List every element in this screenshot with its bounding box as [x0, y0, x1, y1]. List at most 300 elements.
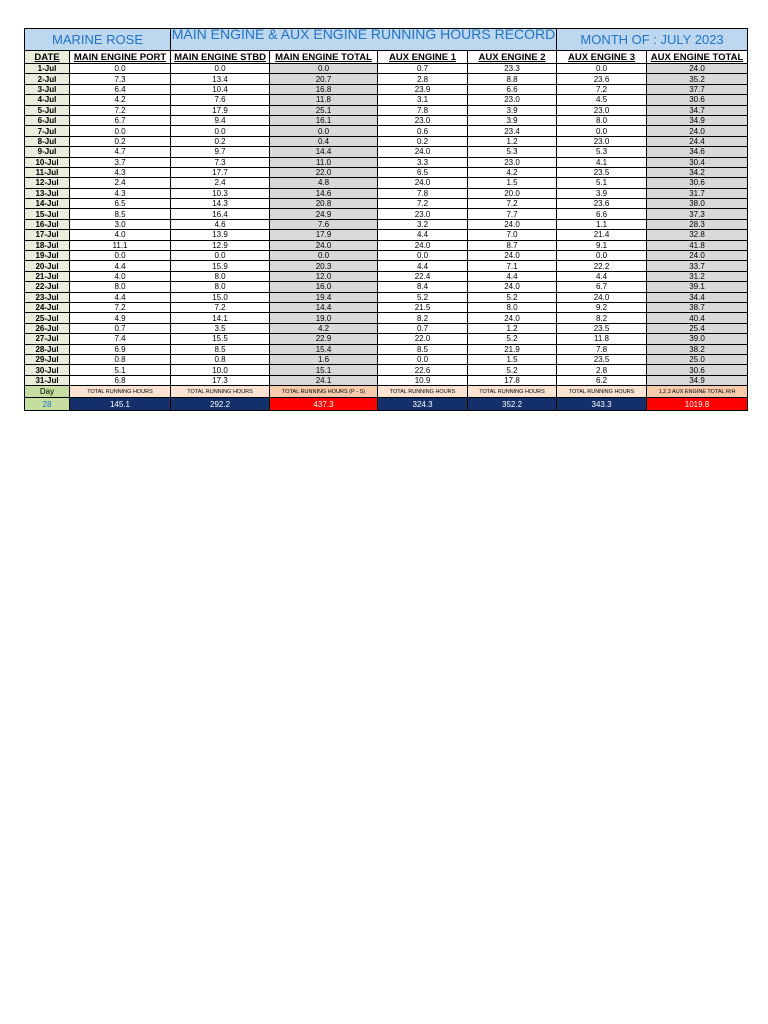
- main-total-cell: 17.9: [270, 230, 378, 240]
- aux-1-cell: 8.2: [378, 313, 468, 323]
- main-stbd-cell: 13.4: [171, 74, 270, 84]
- main-stbd-cell: 0.2: [171, 136, 270, 146]
- col-header-main-total: MAIN ENGINE TOTAL: [270, 51, 378, 64]
- table-row: [25, 313, 748, 323]
- main-total-cell: 11.0: [270, 157, 378, 167]
- main-port-cell: 4.2: [70, 95, 171, 105]
- main-total-cell: 4.8: [270, 178, 378, 188]
- aux-1-cell: 0.2: [378, 136, 468, 146]
- main-port-cell: 11.1: [70, 240, 171, 250]
- total-value: 352.2: [468, 398, 557, 411]
- aux-2-cell: 7.1: [468, 261, 557, 271]
- date-cell: 19-Jul: [25, 251, 70, 261]
- total-label: TOTAL RUNNING HOURS: [70, 386, 171, 398]
- main-port-cell: 6.4: [70, 84, 171, 94]
- aux-3-cell: 9.2: [557, 302, 647, 312]
- aux-2-cell: 7.2: [468, 199, 557, 209]
- aux-total-cell: 30.6: [647, 95, 748, 105]
- aux-1-cell: 7.8: [378, 105, 468, 115]
- aux-total-cell: 38.0: [647, 199, 748, 209]
- aux-3-cell: 0.0: [557, 64, 647, 74]
- main-port-cell: 0.2: [70, 136, 171, 146]
- aux-2-cell: 8.0: [468, 302, 557, 312]
- col-header-aux-3: AUX ENGINE 3: [557, 51, 647, 64]
- col-header-aux-total: AUX ENGINE TOTAL: [647, 51, 748, 64]
- main-stbd-cell: 7.6: [171, 95, 270, 105]
- month-label: MONTH OF : JULY 2023: [557, 29, 748, 51]
- aux-3-cell: 4.5: [557, 95, 647, 105]
- aux-2-cell: 7.7: [468, 209, 557, 219]
- table-row: [25, 178, 748, 188]
- main-stbd-cell: 8.0: [171, 271, 270, 281]
- aux-2-cell: 23.4: [468, 126, 557, 136]
- aux-3-cell: 23.5: [557, 167, 647, 177]
- aux-3-cell: 11.8: [557, 334, 647, 344]
- aux-1-cell: 4.4: [378, 230, 468, 240]
- table-row: [25, 365, 748, 375]
- aux-2-cell: 23.0: [468, 95, 557, 105]
- aux-total-cell: 24.0: [647, 251, 748, 261]
- aux-3-cell: 23.6: [557, 199, 647, 209]
- main-port-cell: 5.1: [70, 365, 171, 375]
- table-row: [25, 261, 748, 271]
- footer-totals-row: [25, 398, 748, 411]
- aux-3-cell: 22.2: [557, 261, 647, 271]
- aux-3-cell: 6.6: [557, 209, 647, 219]
- aux-2-cell: 4.4: [468, 271, 557, 281]
- aux-3-cell: 21.4: [557, 230, 647, 240]
- date-cell: 28-Jul: [25, 344, 70, 354]
- date-cell: 17-Jul: [25, 230, 70, 240]
- total-value: 437.3: [270, 398, 378, 411]
- main-stbd-cell: 8.0: [171, 282, 270, 292]
- main-port-cell: 8.5: [70, 209, 171, 219]
- table-row: [25, 354, 748, 364]
- table-row: [25, 323, 748, 333]
- aux-1-cell: 7.2: [378, 199, 468, 209]
- main-total-cell: 1.6: [270, 354, 378, 364]
- aux-total-cell: 31.7: [647, 188, 748, 198]
- main-stbd-cell: 0.0: [171, 251, 270, 261]
- main-total-cell: 0.0: [270, 64, 378, 74]
- main-stbd-cell: 14.3: [171, 199, 270, 209]
- total-value: 343.3: [557, 398, 647, 411]
- date-cell: 22-Jul: [25, 282, 70, 292]
- aux-2-cell: 23.3: [468, 64, 557, 74]
- main-stbd-cell: 17.9: [171, 105, 270, 115]
- main-port-cell: 4.9: [70, 313, 171, 323]
- total-value: 324.3: [378, 398, 468, 411]
- aux-total-cell: 34.2: [647, 167, 748, 177]
- date-cell: 29-Jul: [25, 354, 70, 364]
- main-total-cell: 20.7: [270, 74, 378, 84]
- aux-1-cell: 5.2: [378, 292, 468, 302]
- date-cell: 16-Jul: [25, 219, 70, 229]
- date-cell: 23-Jul: [25, 292, 70, 302]
- main-port-cell: 4.0: [70, 230, 171, 240]
- table-row: [25, 199, 748, 209]
- main-port-cell: 2.4: [70, 178, 171, 188]
- main-stbd-cell: 7.3: [171, 157, 270, 167]
- aux-total-cell: 24.0: [647, 126, 748, 136]
- aux-3-cell: 3.9: [557, 188, 647, 198]
- aux-1-cell: 3.2: [378, 219, 468, 229]
- aux-3-cell: 4.4: [557, 271, 647, 281]
- total-value: 1019.8: [647, 398, 748, 411]
- col-header-main-port: MAIN ENGINE PORT: [70, 51, 171, 64]
- date-cell: 11-Jul: [25, 167, 70, 177]
- table-row: [25, 240, 748, 250]
- main-port-cell: 6.7: [70, 115, 171, 125]
- col-header-date: DATE: [25, 51, 70, 64]
- aux-2-cell: 24.0: [468, 313, 557, 323]
- aux-total-cell: 32.8: [647, 230, 748, 240]
- aux-3-cell: 1.1: [557, 219, 647, 229]
- main-total-cell: 20.3: [270, 261, 378, 271]
- main-total-cell: 16.8: [270, 84, 378, 94]
- aux-1-cell: 2.8: [378, 74, 468, 84]
- main-port-cell: 7.3: [70, 74, 171, 84]
- aux-3-cell: 9.1: [557, 240, 647, 250]
- main-total-cell: 20.8: [270, 199, 378, 209]
- date-cell: 27-Jul: [25, 334, 70, 344]
- main-stbd-cell: 10.3: [171, 188, 270, 198]
- aux-1-cell: 24.0: [378, 240, 468, 250]
- total-label: TOTAL RUNNING HOURS (P - S): [270, 386, 378, 398]
- aux-total-cell: 30.6: [647, 178, 748, 188]
- date-cell: 21-Jul: [25, 271, 70, 281]
- col-header-main-stbd: MAIN ENGINE STBD: [171, 51, 270, 64]
- main-stbd-cell: 4.6: [171, 219, 270, 229]
- main-stbd-cell: 10.0: [171, 365, 270, 375]
- table-row: [25, 84, 748, 94]
- main-stbd-cell: 0.0: [171, 64, 270, 74]
- main-total-cell: 7.6: [270, 219, 378, 229]
- aux-2-cell: 5.2: [468, 365, 557, 375]
- table-row: [25, 334, 748, 344]
- main-port-cell: 4.0: [70, 271, 171, 281]
- date-cell: 5-Jul: [25, 105, 70, 115]
- table-row: [25, 209, 748, 219]
- main-stbd-cell: 8.5: [171, 344, 270, 354]
- table-row: [25, 302, 748, 312]
- col-header-aux-1: AUX ENGINE 1: [378, 51, 468, 64]
- main-stbd-cell: 17.3: [171, 375, 270, 385]
- main-stbd-cell: 9.7: [171, 147, 270, 157]
- aux-total-cell: 37.7: [647, 84, 748, 94]
- date-cell: 25-Jul: [25, 313, 70, 323]
- main-total-cell: 14.4: [270, 147, 378, 157]
- aux-1-cell: 6.5: [378, 167, 468, 177]
- aux-3-cell: 23.5: [557, 323, 647, 333]
- main-port-cell: 0.0: [70, 64, 171, 74]
- main-port-cell: 4.7: [70, 147, 171, 157]
- aux-1-cell: 23.0: [378, 115, 468, 125]
- aux-total-cell: 39.0: [647, 334, 748, 344]
- aux-3-cell: 8.0: [557, 115, 647, 125]
- aux-3-cell: 6.2: [557, 375, 647, 385]
- main-port-cell: 3.0: [70, 219, 171, 229]
- main-stbd-cell: 0.8: [171, 354, 270, 364]
- main-total-cell: 16.1: [270, 115, 378, 125]
- main-stbd-cell: 15.5: [171, 334, 270, 344]
- table-row: [25, 219, 748, 229]
- aux-3-cell: 8.2: [557, 313, 647, 323]
- main-stbd-cell: 17.7: [171, 167, 270, 177]
- aux-3-cell: 24.0: [557, 292, 647, 302]
- aux-1-cell: 22.6: [378, 365, 468, 375]
- date-cell: 14-Jul: [25, 199, 70, 209]
- main-total-cell: 24.1: [270, 375, 378, 385]
- date-cell: 8-Jul: [25, 136, 70, 146]
- aux-1-cell: 22.0: [378, 334, 468, 344]
- main-total-cell: 19.4: [270, 292, 378, 302]
- main-stbd-cell: 13.9: [171, 230, 270, 240]
- table-row: [25, 64, 748, 74]
- title-row: [25, 29, 748, 51]
- aux-1-cell: 23.9: [378, 84, 468, 94]
- aux-1-cell: 8.4: [378, 282, 468, 292]
- main-port-cell: 6.5: [70, 199, 171, 209]
- aux-3-cell: 0.0: [557, 251, 647, 261]
- aux-3-cell: 4.1: [557, 157, 647, 167]
- aux-1-cell: 0.0: [378, 354, 468, 364]
- main-port-cell: 7.2: [70, 302, 171, 312]
- aux-1-cell: 21.5: [378, 302, 468, 312]
- aux-3-cell: 23.0: [557, 105, 647, 115]
- main-stbd-cell: 9.4: [171, 115, 270, 125]
- date-cell: 30-Jul: [25, 365, 70, 375]
- aux-2-cell: 3.9: [468, 115, 557, 125]
- main-total-cell: 14.6: [270, 188, 378, 198]
- main-total-cell: 15.1: [270, 365, 378, 375]
- aux-2-cell: 1.5: [468, 354, 557, 364]
- table-row: [25, 271, 748, 281]
- aux-3-cell: 2.8: [557, 365, 647, 375]
- aux-total-cell: 25.4: [647, 323, 748, 333]
- date-cell: 18-Jul: [25, 240, 70, 250]
- aux-total-cell: 25.0: [647, 354, 748, 364]
- aux-2-cell: 21.9: [468, 344, 557, 354]
- date-cell: 9-Jul: [25, 147, 70, 157]
- main-total-cell: 0.0: [270, 251, 378, 261]
- date-cell: 15-Jul: [25, 209, 70, 219]
- aux-1-cell: 7.8: [378, 188, 468, 198]
- total-label: TOTAL RUNNING HOURS: [557, 386, 647, 398]
- date-cell: 20-Jul: [25, 261, 70, 271]
- aux-total-cell: 24.0: [647, 64, 748, 74]
- date-cell: 13-Jul: [25, 188, 70, 198]
- aux-total-cell: 41.8: [647, 240, 748, 250]
- aux-2-cell: 3.9: [468, 105, 557, 115]
- aux-3-cell: 5.3: [557, 147, 647, 157]
- main-stbd-cell: 16.4: [171, 209, 270, 219]
- aux-total-cell: 33.7: [647, 261, 748, 271]
- aux-2-cell: 17.8: [468, 375, 557, 385]
- aux-3-cell: 23.0: [557, 136, 647, 146]
- aux-2-cell: 5.2: [468, 292, 557, 302]
- table-row: [25, 282, 748, 292]
- main-total-cell: 0.0: [270, 126, 378, 136]
- aux-1-cell: 23.0: [378, 209, 468, 219]
- table-row: [25, 136, 748, 146]
- table-row: [25, 167, 748, 177]
- main-total-cell: 22.9: [270, 334, 378, 344]
- main-total-cell: 22.0: [270, 167, 378, 177]
- main-stbd-cell: 14.1: [171, 313, 270, 323]
- aux-3-cell: 23.6: [557, 74, 647, 84]
- aux-1-cell: 8.5: [378, 344, 468, 354]
- aux-total-cell: 34.4: [647, 292, 748, 302]
- total-label: TOTAL RUNNING HOURS: [171, 386, 270, 398]
- aux-total-cell: 31.2: [647, 271, 748, 281]
- aux-1-cell: 24.0: [378, 147, 468, 157]
- main-port-cell: 0.7: [70, 323, 171, 333]
- main-port-cell: 8.0: [70, 282, 171, 292]
- aux-3-cell: 7.2: [557, 84, 647, 94]
- aux-2-cell: 24.0: [468, 219, 557, 229]
- main-total-cell: 16.0: [270, 282, 378, 292]
- main-total-cell: 4.2: [270, 323, 378, 333]
- aux-total-cell: 38.7: [647, 302, 748, 312]
- aux-total-cell: 34.7: [647, 105, 748, 115]
- aux-3-cell: 5.1: [557, 178, 647, 188]
- main-port-cell: 4.3: [70, 167, 171, 177]
- aux-2-cell: 1.2: [468, 323, 557, 333]
- table-row: [25, 115, 748, 125]
- aux-total-cell: 38.2: [647, 344, 748, 354]
- aux-2-cell: 8.7: [468, 240, 557, 250]
- main-port-cell: 3.7: [70, 157, 171, 167]
- aux-1-cell: 4.4: [378, 261, 468, 271]
- aux-1-cell: 22.4: [378, 271, 468, 281]
- date-cell: 2-Jul: [25, 74, 70, 84]
- aux-1-cell: 3.1: [378, 95, 468, 105]
- sheet-title: MAIN ENGINE & AUX ENGINE RUNNING HOURS RECORD: [171, 29, 557, 51]
- table-row: [25, 230, 748, 240]
- main-total-cell: 25.1: [270, 105, 378, 115]
- main-stbd-cell: 0.0: [171, 126, 270, 136]
- aux-1-cell: 0.6: [378, 126, 468, 136]
- date-cell: 1-Jul: [25, 64, 70, 74]
- main-port-cell: 6.8: [70, 375, 171, 385]
- total-label: TOTAL RUNNING HOURS: [378, 386, 468, 398]
- footer-label-row: [25, 386, 748, 398]
- table-row: [25, 292, 748, 302]
- table-row: [25, 188, 748, 198]
- main-stbd-cell: 12.9: [171, 240, 270, 250]
- total-label: 1,2,3 AUX ENGINE TOTAL R/H: [647, 386, 748, 398]
- main-stbd-cell: 3.5: [171, 323, 270, 333]
- main-total-cell: 24.9: [270, 209, 378, 219]
- table-row: [25, 147, 748, 157]
- main-total-cell: 0.4: [270, 136, 378, 146]
- aux-2-cell: 23.0: [468, 157, 557, 167]
- table-row: [25, 105, 748, 115]
- aux-1-cell: 24.0: [378, 178, 468, 188]
- main-total-cell: 14.4: [270, 302, 378, 312]
- aux-1-cell: 10.9: [378, 375, 468, 385]
- aux-2-cell: 24.0: [468, 282, 557, 292]
- main-stbd-cell: 15.9: [171, 261, 270, 271]
- main-stbd-cell: 7.2: [171, 302, 270, 312]
- main-port-cell: 0.0: [70, 126, 171, 136]
- aux-total-cell: 40.4: [647, 313, 748, 323]
- aux-total-cell: 30.6: [647, 365, 748, 375]
- main-stbd-cell: 10.4: [171, 84, 270, 94]
- aux-1-cell: 0.7: [378, 64, 468, 74]
- aux-total-cell: 39.1: [647, 282, 748, 292]
- table-row: [25, 375, 748, 385]
- date-cell: 6-Jul: [25, 115, 70, 125]
- aux-total-cell: 34.9: [647, 115, 748, 125]
- aux-2-cell: 6.6: [468, 84, 557, 94]
- aux-3-cell: 6.7: [557, 282, 647, 292]
- date-cell: 31-Jul: [25, 375, 70, 385]
- total-label: TOTAL RUNNING HOURS: [468, 386, 557, 398]
- table-row: [25, 157, 748, 167]
- date-cell: 3-Jul: [25, 84, 70, 94]
- main-port-cell: 4.4: [70, 261, 171, 271]
- date-cell: 10-Jul: [25, 157, 70, 167]
- days-label: Day: [25, 386, 70, 398]
- aux-2-cell: 1.5: [468, 178, 557, 188]
- days-count: 28: [25, 398, 70, 411]
- main-total-cell: 11.8: [270, 95, 378, 105]
- date-cell: 12-Jul: [25, 178, 70, 188]
- aux-2-cell: 5.3: [468, 147, 557, 157]
- col-header-aux-2: AUX ENGINE 2: [468, 51, 557, 64]
- date-cell: 7-Jul: [25, 126, 70, 136]
- main-port-cell: 7.4: [70, 334, 171, 344]
- total-value: 292.2: [171, 398, 270, 411]
- table-row: [25, 344, 748, 354]
- aux-1-cell: 0.7: [378, 323, 468, 333]
- aux-2-cell: 20.0: [468, 188, 557, 198]
- date-cell: 24-Jul: [25, 302, 70, 312]
- main-total-cell: 15.4: [270, 344, 378, 354]
- aux-2-cell: 24.0: [468, 251, 557, 261]
- aux-total-cell: 30.4: [647, 157, 748, 167]
- main-stbd-cell: 2.4: [171, 178, 270, 188]
- main-total-cell: 24.0: [270, 240, 378, 250]
- aux-2-cell: 8.8: [468, 74, 557, 84]
- table-row: [25, 95, 748, 105]
- aux-2-cell: 1.2: [468, 136, 557, 146]
- main-port-cell: 0.0: [70, 251, 171, 261]
- aux-2-cell: 5.2: [468, 334, 557, 344]
- aux-total-cell: 28.3: [647, 219, 748, 229]
- aux-3-cell: 23.5: [557, 354, 647, 364]
- column-header-row: [25, 51, 748, 64]
- running-hours-sheet: [24, 28, 747, 411]
- main-port-cell: 0.8: [70, 354, 171, 364]
- table-row: [25, 126, 748, 136]
- aux-2-cell: 4.2: [468, 167, 557, 177]
- aux-total-cell: 34.6: [647, 147, 748, 157]
- aux-total-cell: 35.2: [647, 74, 748, 84]
- date-cell: 26-Jul: [25, 323, 70, 333]
- aux-2-cell: 7.0: [468, 230, 557, 240]
- main-stbd-cell: 15.0: [171, 292, 270, 302]
- ship-name: MARINE ROSE: [25, 29, 171, 51]
- aux-total-cell: 24.4: [647, 136, 748, 146]
- aux-3-cell: 7.8: [557, 344, 647, 354]
- aux-total-cell: 34.9: [647, 375, 748, 385]
- main-port-cell: 7.2: [70, 105, 171, 115]
- aux-total-cell: 37.3: [647, 209, 748, 219]
- total-value: 145.1: [70, 398, 171, 411]
